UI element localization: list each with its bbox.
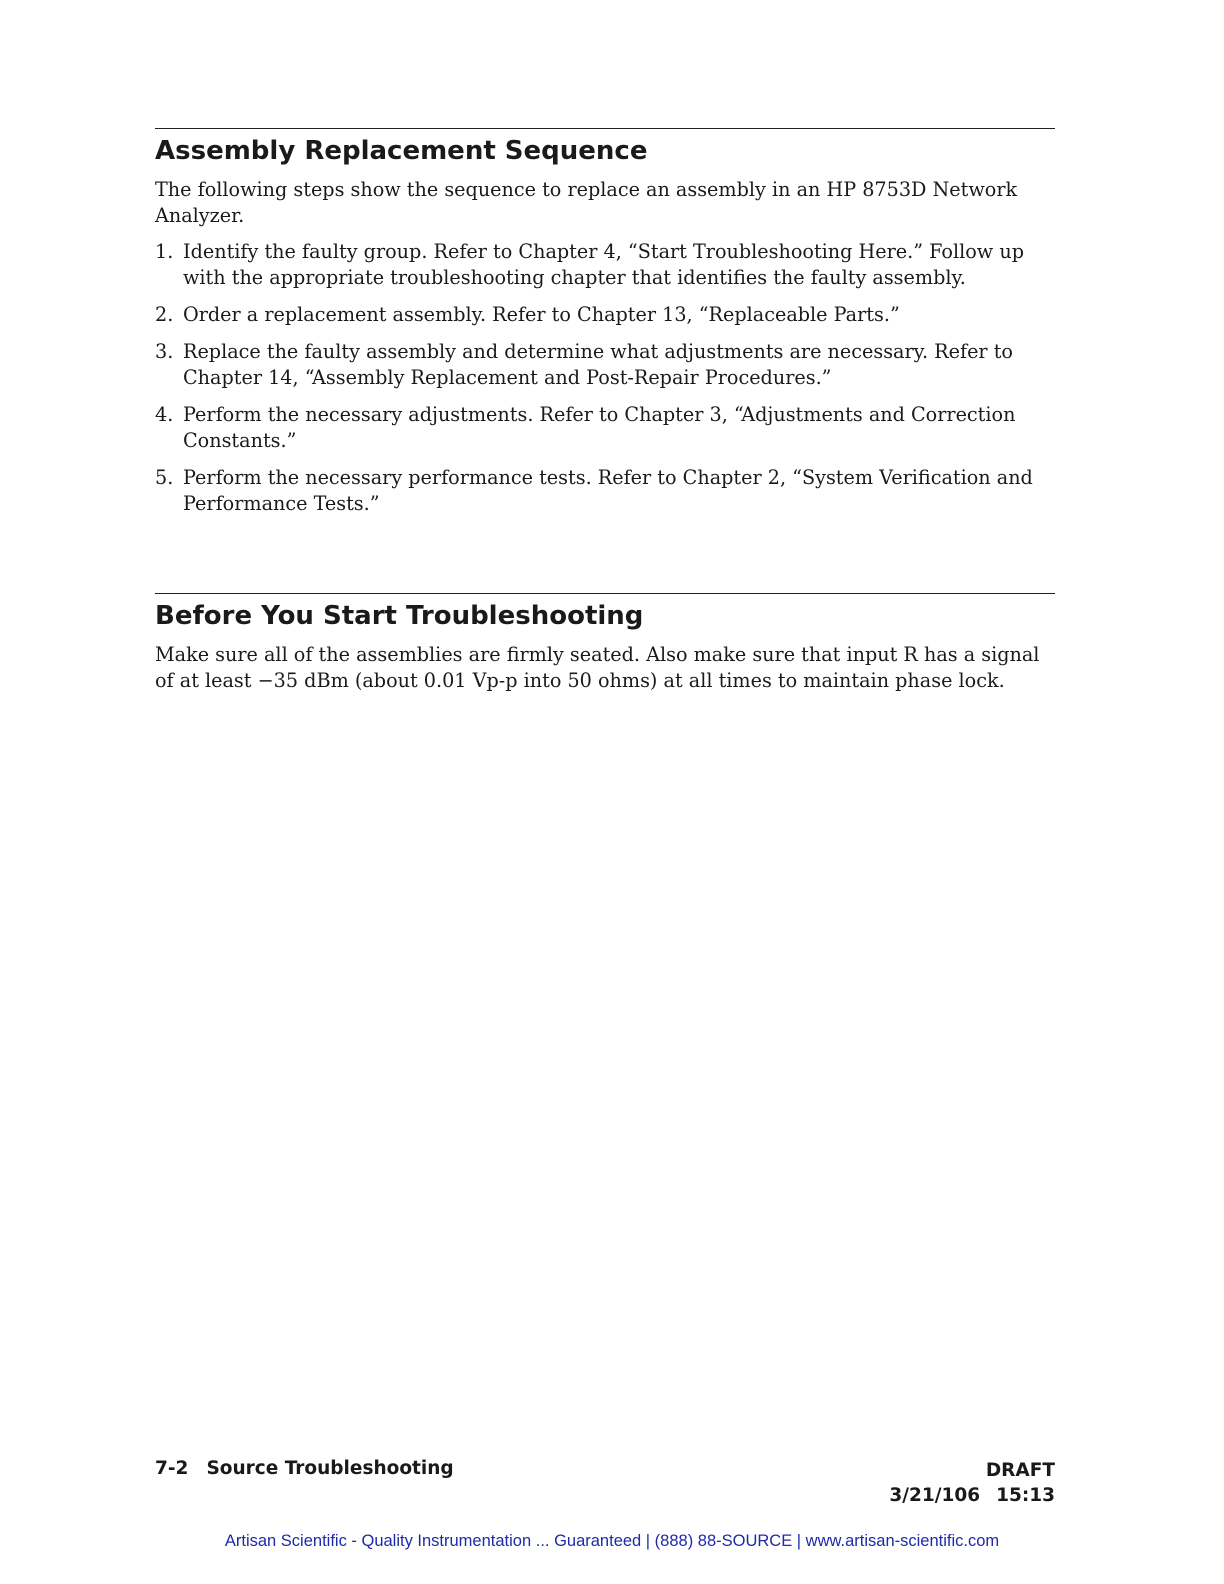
step-text: Replace the faulty assembly and determine what adjustments are necessary. Refer to Chapter 14, “Assembly Replacement and Post-Repair Procedures.” xyxy=(183,340,1013,389)
section-title: Assembly Replacement Sequence xyxy=(155,136,648,166)
footer-left xyxy=(155,1458,454,1479)
draft-time: 15:13 xyxy=(996,1485,1055,1506)
section-intro: The following steps show the sequence to replace an assembly in an HP 8753D Network Analyzer. xyxy=(155,178,1018,227)
step-text: Perform the necessary adjustments. Refer to Chapter 3, “Adjustments and Correction Constants.” xyxy=(183,403,1016,452)
step-number: 3. xyxy=(155,340,174,363)
chapter-title: Source Troubleshooting xyxy=(206,1458,454,1479)
page-number: 7-2 xyxy=(155,1458,189,1479)
list-item xyxy=(155,339,1055,391)
draft-date: 3/21/106 xyxy=(889,1485,981,1506)
section-body: Make sure all of the assemblies are firmly seated. Also make sure that input R has a signal of at least −35 dBm (about 0.01 Vp-p into 50 ohms) at all times to maintain phase lock. xyxy=(155,643,1040,692)
step-number: 4. xyxy=(155,403,174,426)
draft-timestamp xyxy=(889,1483,1055,1508)
step-number: 1. xyxy=(155,240,174,263)
step-text: Identify the faulty group. Refer to Chapter 4, “Start Troubleshooting Here.” Follow up with the appropriate troubleshooting chapter that identifies the faulty assembly. xyxy=(183,240,1024,289)
list-item xyxy=(155,239,1055,291)
section-assembly-replacement xyxy=(155,128,1055,528)
section-divider xyxy=(155,128,1055,129)
footer-right xyxy=(889,1458,1055,1508)
steps-list xyxy=(155,239,1055,517)
step-text: Order a replacement assembly. Refer to Chapter 13, “Replaceable Parts.” xyxy=(183,303,900,326)
list-item xyxy=(155,465,1055,517)
list-item xyxy=(155,402,1055,454)
list-item xyxy=(155,302,1055,328)
section-title: Before You Start Troubleshooting xyxy=(155,601,644,631)
draft-label: DRAFT xyxy=(985,1460,1055,1481)
step-number: 5. xyxy=(155,466,174,489)
vendor-banner: Artisan Scientific - Quality Instrumentation ... Guaranteed | (888) 88-SOURCE | www.artisan-scientific.com xyxy=(224,1532,1000,1550)
step-text: Perform the necessary performance tests. Refer to Chapter 2, “System Verification and Performance Tests.” xyxy=(183,466,1033,515)
section-divider xyxy=(155,593,1055,594)
step-number: 2. xyxy=(155,303,174,326)
section-before-troubleshooting xyxy=(155,593,1055,694)
